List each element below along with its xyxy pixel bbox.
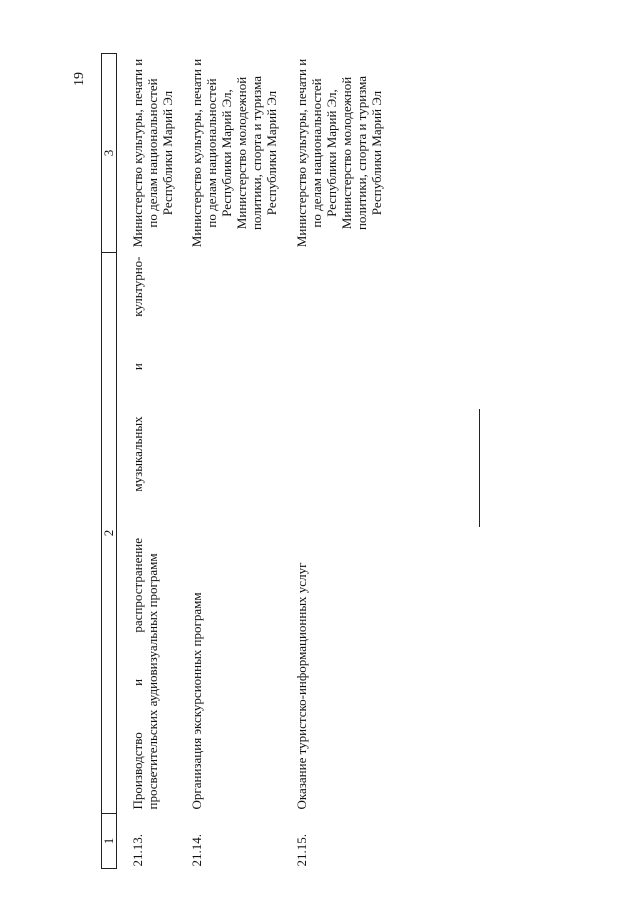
column-header-2: 2 bbox=[102, 253, 117, 814]
activity-text-line: просветительских аудиовизуальных программ bbox=[145, 553, 160, 810]
activity-text bbox=[117, 253, 177, 814]
page-number: 19 bbox=[72, 72, 87, 86]
table-header bbox=[102, 54, 117, 869]
table-row bbox=[281, 54, 386, 869]
activity-text-line: Производство и распространение музыкальных и культурно- bbox=[130, 256, 145, 810]
row-number: 21.15. bbox=[294, 834, 309, 867]
row-number: 21.14. bbox=[189, 834, 204, 867]
row-number: 21.13. bbox=[130, 834, 145, 867]
table-row bbox=[176, 54, 281, 869]
activities-table bbox=[101, 53, 386, 869]
activity-text: Организация экскурсионных программ bbox=[189, 592, 204, 810]
responsible-ministry: Министерство культуры, печати и по делам национальностей Республики Марий Эл, Министерство молодежной политики, спорта и туризма Республики Марий Эл bbox=[294, 58, 384, 248]
end-rule bbox=[479, 409, 480, 527]
activity-text: Оказание туристско-информационных услуг bbox=[294, 562, 309, 810]
column-header-1: 1 bbox=[102, 814, 117, 869]
column-header-3: 3 bbox=[102, 54, 117, 253]
table-row bbox=[117, 54, 177, 869]
responsible-ministry: Министерство культуры, печати и по делам национальностей Республики Марий Эл bbox=[130, 58, 175, 248]
responsible-ministry: Министерство культуры, печати и по делам национальностей Республики Марий Эл, Министерство молодежной политики, спорта и туризма Республики Марий Эл bbox=[189, 58, 279, 248]
